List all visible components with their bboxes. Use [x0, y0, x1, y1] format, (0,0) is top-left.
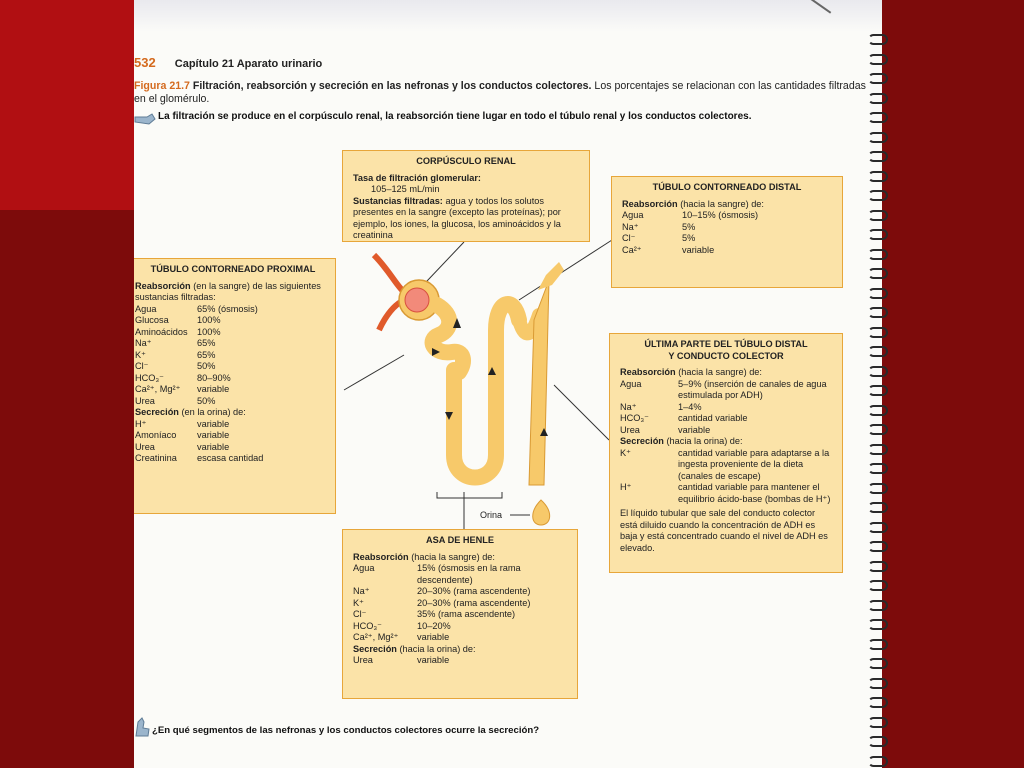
binding-coil	[868, 619, 888, 630]
filtered-text: agua y todos los solutos presentes en la sangre (excepto las proteínas); por ejemplo, los iones, la glucosa, los aminoácidos y la creatinina	[353, 195, 561, 240]
filtered-label: Sustancias filtradas:	[353, 195, 443, 206]
proximal-sec-list	[135, 419, 331, 465]
binding-coil	[868, 288, 888, 299]
gfr-value: 105–125 mL/min	[371, 184, 440, 194]
row-value: variable	[682, 244, 715, 255]
row-key: Agua	[353, 563, 375, 573]
gfr-label: Tasa de filtración glomerular:	[353, 172, 481, 183]
proximal-reab-list	[135, 304, 331, 408]
row-key: H⁺	[135, 418, 147, 429]
proximal-title: TÚBULO CONTORNEADO PROXIMAL	[150, 264, 316, 274]
row-key: K⁺	[620, 447, 631, 458]
table-row	[135, 304, 331, 316]
binding-coil	[868, 580, 888, 591]
binding-coil	[868, 366, 888, 377]
table-row	[620, 379, 832, 402]
henle-title: ASA DE HENLE	[425, 535, 495, 545]
row-value: variable	[197, 430, 230, 440]
proximal-tubule-box	[134, 258, 336, 514]
row-key: HCO₃⁻	[353, 620, 383, 631]
binding-coil	[868, 210, 888, 221]
row-value: 10–20%	[417, 620, 451, 631]
renal-corpuscle-box	[342, 150, 590, 242]
row-value: 10–15% (ósmosis)	[682, 210, 759, 220]
review-question: ¿En qué segmentos de las nefronas y los conductos colectores ocurre la secreción?	[152, 725, 540, 736]
distal-title: TÚBULO CONTORNEADO DISTAL	[652, 182, 802, 192]
row-key: K⁺	[353, 597, 364, 608]
binding-coil	[868, 697, 888, 708]
table-row	[135, 442, 331, 454]
collecting-sec-list	[620, 448, 832, 506]
row-key: K⁺	[135, 349, 146, 360]
binding-coil	[868, 600, 888, 611]
row-key: Ca²⁺, Mg²⁺	[135, 384, 181, 394]
collecting-duct-box	[609, 333, 843, 573]
binding-coil	[868, 756, 888, 767]
table-row	[353, 632, 567, 644]
figure-caption-rest: Los porcentajes se relacionan con las cantidades filtradas en el glomérulo.	[134, 80, 866, 105]
urine-label: Orina	[480, 510, 503, 520]
collecting-note: El líquido tubular que sale del conducto colector está diluido cuando la concentración de ADH es baja y está concentrado cuando el nivel de ADH es elevado.	[620, 508, 828, 553]
table-row	[620, 413, 832, 425]
binding-coil	[868, 717, 888, 728]
spiral-binding	[868, 20, 886, 768]
table-row	[620, 448, 832, 483]
collecting-reab-rest: (hacia la sangre) de:	[678, 367, 762, 377]
binding-coil	[868, 307, 888, 318]
row-key: Aminoácidos	[135, 326, 188, 337]
table-row	[135, 453, 331, 465]
row-value: cantidad variable para mantener el equilibrio ácido-base (bombas de H⁺)	[678, 482, 831, 504]
row-key: Agua	[135, 303, 157, 314]
table-row	[135, 373, 331, 385]
row-key: Ca²⁺	[622, 244, 642, 255]
row-value: 100%	[197, 315, 221, 325]
table-row	[353, 609, 567, 621]
table-row	[353, 621, 567, 633]
henle-reab-list	[353, 563, 567, 644]
collecting-reab-label: Reabsorción	[620, 367, 676, 377]
table-row	[620, 482, 832, 505]
binding-coil	[868, 229, 888, 240]
henle-reab-rest: (hacia la sangre) de:	[411, 551, 495, 562]
row-key: Agua	[622, 210, 644, 220]
binding-coil	[868, 444, 888, 455]
binding-coil	[868, 424, 888, 435]
table-row	[135, 430, 331, 442]
distal-reab-list	[622, 210, 832, 256]
row-value: variable	[197, 418, 230, 429]
row-value: 100%	[197, 326, 221, 337]
binding-coil	[868, 639, 888, 650]
row-key: Cl⁻	[622, 233, 636, 243]
table-row	[135, 396, 331, 408]
row-key: HCO₃⁻	[620, 413, 650, 423]
row-key: Creatinina	[135, 453, 177, 463]
henle-sec-label: Secreción	[353, 643, 397, 654]
row-key: HCO₃⁻	[135, 372, 165, 383]
table-row	[622, 233, 832, 245]
row-value: 50%	[197, 395, 216, 406]
figure-label: Figura 21.7	[134, 80, 190, 92]
row-value: cantidad variable para adaptarse a la ingesta proveniente de la dieta (canales de escape)	[678, 447, 830, 481]
binding-coil	[868, 522, 888, 533]
table-row	[135, 327, 331, 339]
row-value: 5%	[682, 221, 696, 232]
binding-coil	[868, 151, 888, 162]
row-value: variable	[678, 424, 711, 435]
table-row	[135, 419, 331, 431]
collecting-sec-rest: (hacia la orina) de:	[666, 436, 743, 446]
row-value: escasa cantidad	[197, 453, 264, 463]
figure-title: Filtración, reabsorción y secreción en las nefronas y los conductos colectores.	[192, 80, 592, 92]
pointing-hand-icon	[134, 716, 152, 738]
row-value: 5–9% (inserción de canales de agua estimulada por ADH)	[678, 378, 827, 400]
table-row	[353, 655, 567, 667]
table-row	[622, 245, 832, 257]
book-page	[134, 0, 882, 768]
proximal-sec-label: Secreción	[135, 407, 179, 417]
row-key: Ca²⁺, Mg²⁺	[353, 632, 399, 642]
row-key: Na⁺	[620, 401, 637, 412]
table-row	[135, 338, 331, 350]
row-value: 65% (ósmosis)	[197, 303, 258, 314]
chapter-title: Capítulo 21 Aparato urinario	[174, 58, 323, 70]
row-value: variable	[417, 655, 450, 665]
row-value: 20–30% (rama ascendente)	[417, 586, 531, 596]
row-value: 80–90%	[197, 372, 231, 383]
henle-sec-rest: (hacia la orina) de:	[399, 643, 476, 654]
renal-corpuscle-title: CORPÚSCULO RENAL	[416, 156, 516, 166]
proximal-sec-rest: (en la orina) de:	[181, 407, 246, 417]
binding-coil	[868, 385, 888, 396]
binding-coil	[868, 54, 888, 65]
distal-tubule-box	[611, 176, 843, 288]
table-row	[622, 210, 832, 222]
background-panel	[0, 0, 134, 210]
collecting-title-line1: ÚLTIMA PARTE DEL TÚBULO DISTAL	[644, 339, 808, 349]
row-key: Urea	[353, 655, 373, 665]
binding-coil	[868, 678, 888, 689]
binding-coil	[868, 190, 888, 201]
row-value: variable	[197, 384, 230, 394]
binding-coil	[868, 541, 888, 552]
table-row	[353, 598, 567, 610]
table-row	[135, 384, 331, 396]
binding-coil	[868, 463, 888, 474]
binding-coil	[868, 502, 888, 513]
row-value: cantidad variable	[678, 413, 748, 423]
binding-coil	[868, 112, 888, 123]
row-value: 65%	[197, 349, 216, 360]
row-key: Urea	[620, 424, 640, 435]
row-value: 1–4%	[678, 401, 702, 412]
binding-coil	[868, 658, 888, 669]
row-value: 35% (rama ascendente)	[417, 609, 516, 619]
table-row	[353, 563, 567, 586]
binding-coil	[868, 561, 888, 572]
row-key: Agua	[620, 378, 642, 389]
binding-coil	[868, 73, 888, 84]
table-row	[135, 350, 331, 362]
row-value: 65%	[197, 338, 216, 348]
table-row	[135, 361, 331, 373]
distal-reab-rest: (hacia la sangre) de:	[680, 198, 764, 209]
figure-summary: La filtración se produce en el corpúsculo renal, la reabsorción tiene lugar en todo el túbulo renal y los conductos colectores.	[158, 111, 752, 122]
table-row	[622, 222, 832, 234]
binding-coil	[868, 736, 888, 747]
row-key: Na⁺	[135, 338, 152, 348]
row-key: Cl⁻	[135, 361, 149, 371]
collecting-reab-list	[620, 379, 832, 437]
row-value: 50%	[197, 361, 216, 371]
binding-coil	[868, 483, 888, 494]
row-key: Urea	[135, 395, 155, 406]
binding-coil	[868, 268, 888, 279]
page-number: 532	[134, 55, 156, 70]
collecting-sec-label: Secreción	[620, 436, 664, 446]
row-value: 5%	[682, 233, 696, 243]
row-key: H⁺	[620, 482, 632, 492]
loop-of-henle-box	[342, 529, 578, 699]
row-value: variable	[197, 441, 230, 452]
binding-coil	[868, 405, 888, 416]
binding-coil	[868, 34, 888, 45]
distal-reab-label: Reabsorción	[622, 198, 678, 209]
binding-coil	[868, 171, 888, 182]
table-row	[353, 586, 567, 598]
henle-reab-label: Reabsorción	[353, 551, 409, 562]
proximal-reab-label: Reabsorción	[135, 280, 191, 291]
row-key: Cl⁻	[353, 609, 367, 619]
binding-coil	[868, 249, 888, 260]
binding-coil	[868, 93, 888, 104]
row-value: 15% (ósmosis en la rama descendente)	[417, 563, 521, 585]
table-row	[620, 402, 832, 414]
binding-coil	[868, 327, 888, 338]
collecting-title	[620, 339, 832, 362]
table-row	[135, 315, 331, 327]
binding-coil	[868, 132, 888, 143]
binding-coil	[868, 346, 888, 357]
row-key: Urea	[135, 441, 155, 452]
proximal-reab-rest: (en la sangre) de las siguientes sustancias filtradas:	[135, 280, 321, 302]
table-row	[620, 425, 832, 437]
row-value: 20–30% (rama ascendente)	[417, 597, 531, 608]
row-key: Na⁺	[353, 586, 370, 596]
row-value: variable	[417, 632, 450, 642]
henle-sec-list	[353, 655, 567, 667]
row-key: Amoníaco	[135, 430, 177, 440]
row-key: Na⁺	[622, 221, 639, 232]
collecting-title-line2: Y CONDUCTO COLECTOR	[668, 350, 784, 361]
row-key: Glucosa	[135, 315, 169, 325]
